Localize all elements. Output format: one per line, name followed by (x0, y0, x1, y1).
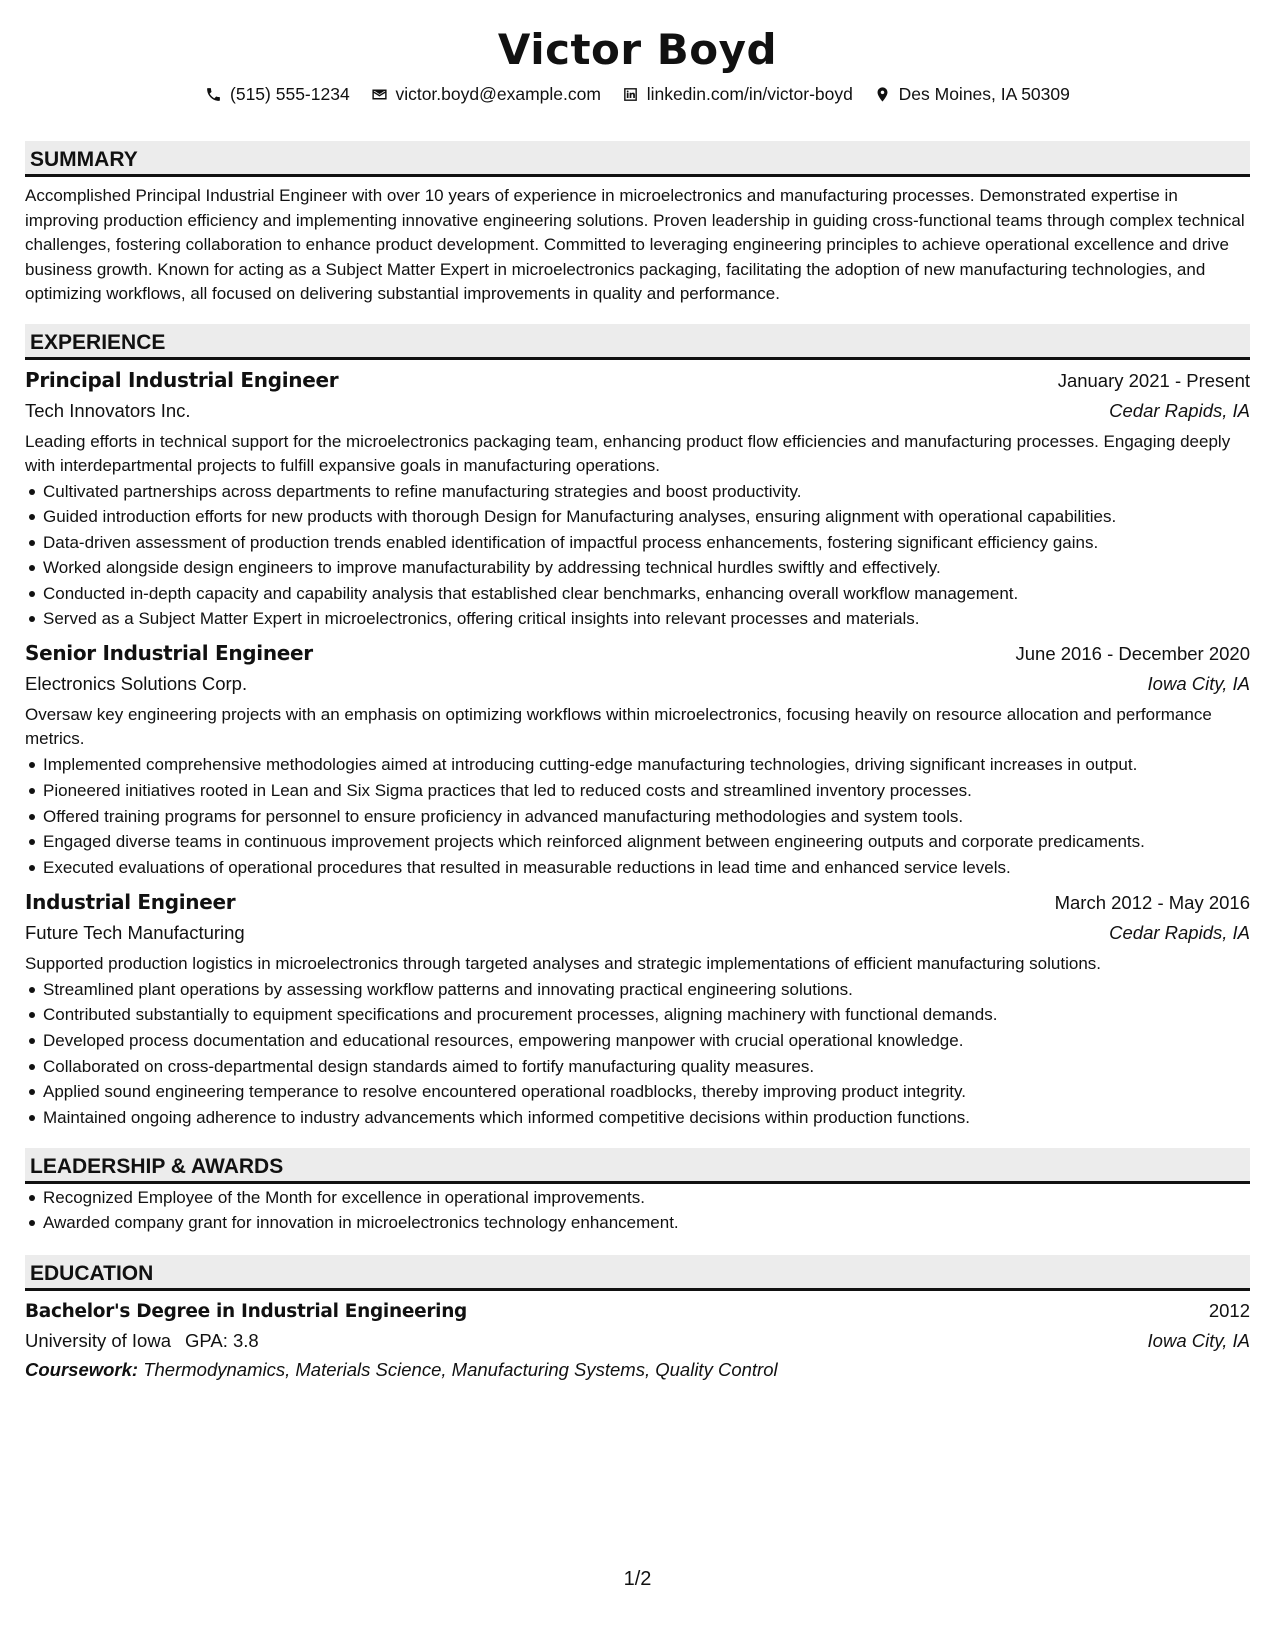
list-item: Cultivated partnerships across departments to refine manufacturing strategies and boost productivity. (25, 480, 1250, 503)
company-name: Tech Innovators Inc. (25, 399, 191, 421)
contact-location (874, 82, 1070, 106)
list-item: Engaged diverse teams in continuous improvement projects which reinforced alignment between engineering outputs and corporate predicaments. (25, 830, 1250, 853)
candidate-name: Victor Boyd (497, 25, 778, 74)
graduation-year: 2012 (1208, 1300, 1250, 1322)
job-dates: June 2016 - December 2020 (1015, 643, 1250, 665)
coursework (25, 1357, 1250, 1383)
job-location: Iowa City, IA (1147, 673, 1250, 695)
envelope-icon (371, 86, 388, 103)
job-description: Leading efforts in technical support for the microelectronics packaging team, enhancing product flow efficiencies and manufacturing processes. Engaging deeply with interdepartmental projects to fulfill expansive goals in manufacturing operations. (25, 431, 1231, 475)
job-location: Cedar Rapids, IA (1109, 921, 1250, 943)
job-dates: January 2021 - Present (1057, 369, 1250, 391)
section-header-summary: SUMMARY (25, 141, 1250, 177)
job-description: Oversaw key engineering projects with an emphasis on optimizing workflows within microelectronics, focusing heavily on resource allocation and performance metrics. (25, 705, 1212, 749)
email-link[interactable]: victor.boyd@example.com (395, 84, 601, 104)
resume-content (25, 0, 1250, 1383)
list-item: Pioneered initiatives rooted in Lean and Six Sigma practices that led to reduced costs and streamlined inventory processes. (25, 779, 1250, 802)
leadership-bullets (25, 1186, 1250, 1235)
list-item: Streamlined plant operations by assessing workflow patterns and innovating practical engineering solutions. (25, 978, 1250, 1001)
map-pin-icon (874, 86, 891, 103)
school-name: University of Iowa (25, 1330, 171, 1352)
section-header-leadership: LEADERSHIP & AWARDS (25, 1148, 1250, 1184)
job-bullets (25, 480, 1250, 631)
page-number: 1/2 (623, 1568, 652, 1590)
job-entry (25, 367, 1250, 631)
list-item: Maintained ongoing adherence to industry advancements which informed competitive decisions within production functions. (25, 1106, 1250, 1129)
job-bullets (25, 753, 1250, 878)
contact-email[interactable] (371, 82, 601, 106)
section-header-education: EDUCATION (25, 1255, 1250, 1291)
job-description: Supported production logistics in microelectronics through targeted analyses and strategic implementations of efficient manufacturing solutions. (25, 953, 1101, 973)
list-item: Conducted in-depth capacity and capability analysis that established clear benchmarks, enhancing overall workflow management. (25, 582, 1250, 605)
contact-line (25, 82, 1250, 106)
contact-linkedin[interactable] (622, 82, 853, 106)
job-entry (25, 640, 1250, 878)
contact-phone (205, 82, 350, 106)
list-item: Offered training programs for personnel to ensure proficiency in advanced manufacturing methodologies and system tools. (25, 805, 1250, 828)
list-item: Awarded company grant for innovation in microelectronics technology enhancement. (25, 1211, 1250, 1234)
coursework-list: Thermodynamics, Materials Science, Manufacturing Systems, Quality Control (143, 1359, 778, 1381)
list-item: Guided introduction efforts for new products with thorough Design for Manufacturing analyses, ensuring alignment with operational capabilities. (25, 505, 1250, 528)
company-name: Electronics Solutions Corp. (25, 673, 248, 695)
list-item: Contributed substantially to equipment specifications and procurement processes, aligning machinery with functional demands. (25, 1003, 1250, 1026)
degree-title: Bachelor's Degree in Industrial Engineering (25, 1301, 468, 1323)
phone-icon (205, 86, 222, 103)
phone-text: (515) 555-1234 (230, 84, 350, 104)
school-location: Iowa City, IA (1147, 1330, 1250, 1352)
job-title: Senior Industrial Engineer (25, 641, 313, 666)
list-item: Data-driven assessment of production trends enabled identification of impactful process enhancements, fostering significant efficiency gains. (25, 531, 1250, 554)
summary-text: Accomplished Principal Industrial Engineer with over 10 years of experience in microelectronics and manufacturing processes. Demonstrated expertise in improving production efficiency and implementing innovative engineering solutions. Proven leadership in guiding cross-functional teams through complex technical challenges, fostering collaboration to enhance product development. Committed to leveraging engineering principles to achieve operational excellence and drive business growth. Known for acting as a Subject Matter Expert in microelectronics packaging, facilitating the adoption of new manufacturing technologies, and optimizing workflows, all focused on delivering substantial improvements in quality and performance. (25, 186, 1245, 303)
location-text: Des Moines, IA 50309 (898, 84, 1070, 104)
linkedin-icon (622, 86, 639, 103)
job-bullets (25, 978, 1250, 1129)
job-title: Industrial Engineer (25, 889, 236, 914)
list-item: Applied sound engineering temperance to resolve encountered operational roadblocks, thereby improving product integrity. (25, 1080, 1250, 1103)
linkedin-link[interactable]: linkedin.com/in/victor-boyd (646, 84, 853, 104)
gpa: GPA: 3.8 (185, 1330, 259, 1352)
job-location: Cedar Rapids, IA (1109, 399, 1250, 421)
job-entry (25, 889, 1250, 1129)
list-item: Recognized Employee of the Month for excellence in operational improvements. (25, 1186, 1250, 1209)
list-item: Implemented comprehensive methodologies aimed at introducing cutting-edge manufacturing technologies, driving significant increases in output. (25, 753, 1250, 776)
coursework-label: Coursework: (25, 1359, 139, 1381)
list-item: Served as a Subject Matter Expert in microelectronics, offering critical insights into relevant processes and materials. (25, 607, 1250, 630)
company-name: Future Tech Manufacturing (25, 921, 245, 943)
list-item: Worked alongside design engineers to improve manufacturability by addressing technical hurdles swiftly and effectively. (25, 556, 1250, 579)
job-title: Principal Industrial Engineer (25, 367, 339, 392)
job-dates: March 2012 - May 2016 (1054, 891, 1250, 913)
list-item: Developed process documentation and educational resources, empowering manpower with crucial operational knowledge. (25, 1029, 1250, 1052)
section-header-experience: EXPERIENCE (25, 324, 1250, 360)
list-item: Executed evaluations of operational procedures that resulted in measurable reductions in lead time and enhanced service levels. (25, 856, 1250, 879)
list-item: Collaborated on cross-departmental design standards aimed to fortify manufacturing quality measures. (25, 1055, 1250, 1078)
